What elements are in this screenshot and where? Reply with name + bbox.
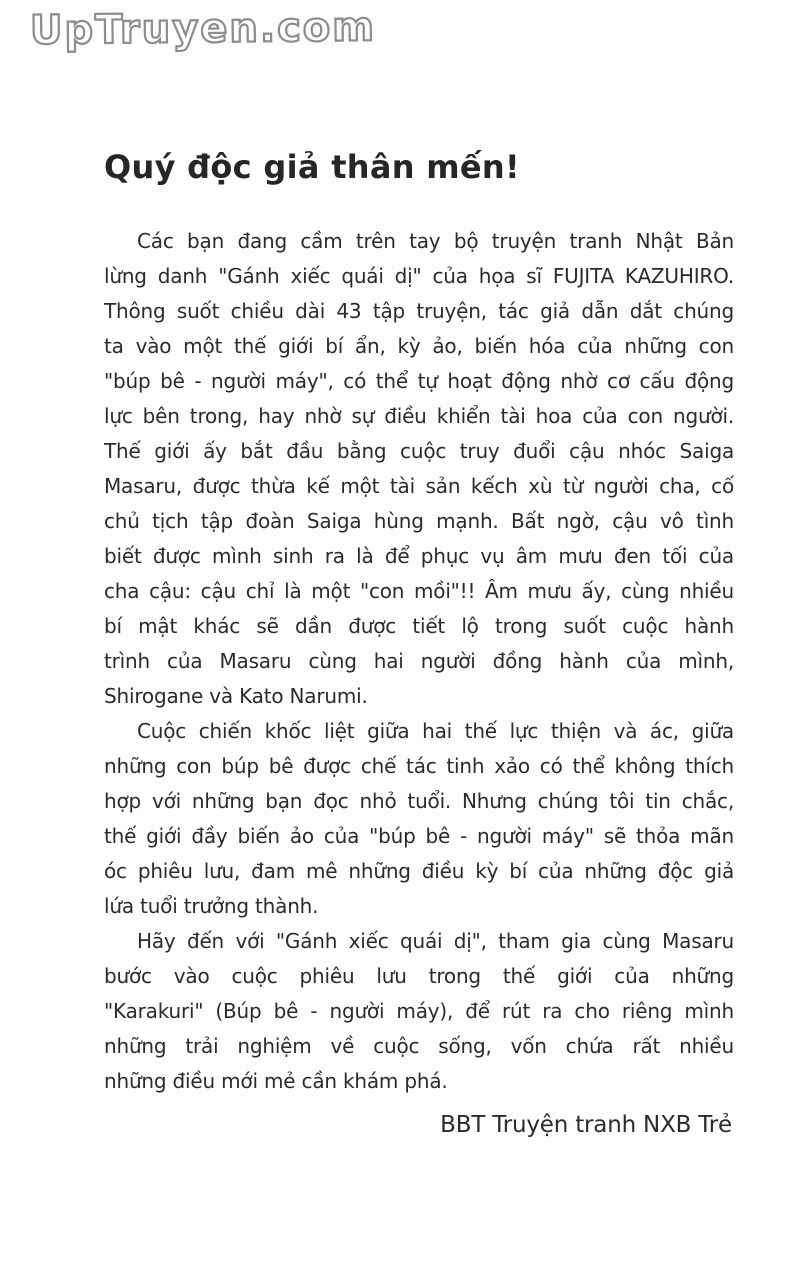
text-line: "búp bê - người máy", có thể tự hoạt động nhờ cơ cấu động — [104, 369, 734, 393]
text-line: trình của Masaru cùng hai người đồng hành của mình, — [104, 649, 734, 673]
text-line: Hãy đến với "Gánh xiếc quái dị", tham gia cùng Masaru — [137, 929, 734, 953]
text-line: những con búp bê được chế tác tinh xảo có thể không thích — [104, 754, 734, 778]
watermark-uptruyen: UpTruyen.com — [29, 4, 377, 54]
text-line: Thế giới ấy bắt đầu bằng cuộc truy đuổi cậu nhóc Saiga — [104, 439, 734, 463]
text-line: Các bạn đang cầm trên tay bộ truyện tranh Nhật Bản — [137, 229, 734, 253]
text-line: Thông suốt chiều dài 43 tập truyện, tác giả dẫn dắt chúng — [104, 299, 734, 323]
text-line: "Karakuri" (Búp bê - người máy), để rút ra cho riêng mình — [104, 999, 734, 1023]
text-line: lứa tuổi trưởng thành. — [104, 894, 319, 918]
text-line: những trải nghiệm về cuộc sống, vốn chứa rất nhiều — [104, 1034, 734, 1058]
text-line: óc phiêu lưu, đam mê những điều kỳ bí của những độc giả — [104, 859, 734, 883]
page-heading: Quý độc giả thân mến! — [104, 148, 520, 186]
text-line: Cuộc chiến khốc liệt giữa hai thế lực thiện và ác, giữa — [137, 719, 734, 743]
text-line: Shirogane và Kato Narumi. — [104, 684, 368, 708]
letter-body — [104, 224, 734, 1099]
text-line: Masaru, được thừa kế một tài sản kếch xù từ người cha, cố — [104, 474, 734, 498]
text-line: chủ tịch tập đoàn Saiga hùng mạnh. Bất ngờ, cậu vô tình — [104, 509, 734, 533]
text-line: hợp với những bạn đọc nhỏ tuổi. Nhưng chúng tôi tin chắc, — [104, 789, 734, 813]
text-line: ta vào một thế giới bí ẩn, kỳ ảo, biến hóa của những con — [104, 334, 734, 358]
text-line: bước vào cuộc phiêu lưu trong thế giới của những — [104, 964, 734, 988]
text-line: cha cậu: cậu chỉ là một "con mồi"!! Âm mưu ấy, cùng nhiều — [104, 579, 734, 603]
text-line: biết được mình sinh ra là để phục vụ âm mưu đen tối của — [104, 544, 734, 568]
text-line: bí mật khác sẽ dần được tiết lộ trong suốt cuộc hành — [104, 614, 734, 638]
text-line: lực bên trong, hay nhờ sự điều khiển tài hoa của con người. — [104, 404, 734, 428]
text-line: lừng danh "Gánh xiếc quái dị" của họa sĩ FUJITA KAZUHIRO. — [104, 264, 734, 288]
signature: BBT Truyện tranh NXB Trẻ — [440, 1112, 732, 1138]
text-line: thế giới đầy biến ảo của "búp bê - người máy" sẽ thỏa mãn — [104, 824, 734, 848]
text-line: những điều mới mẻ cần khám phá. — [104, 1069, 448, 1093]
